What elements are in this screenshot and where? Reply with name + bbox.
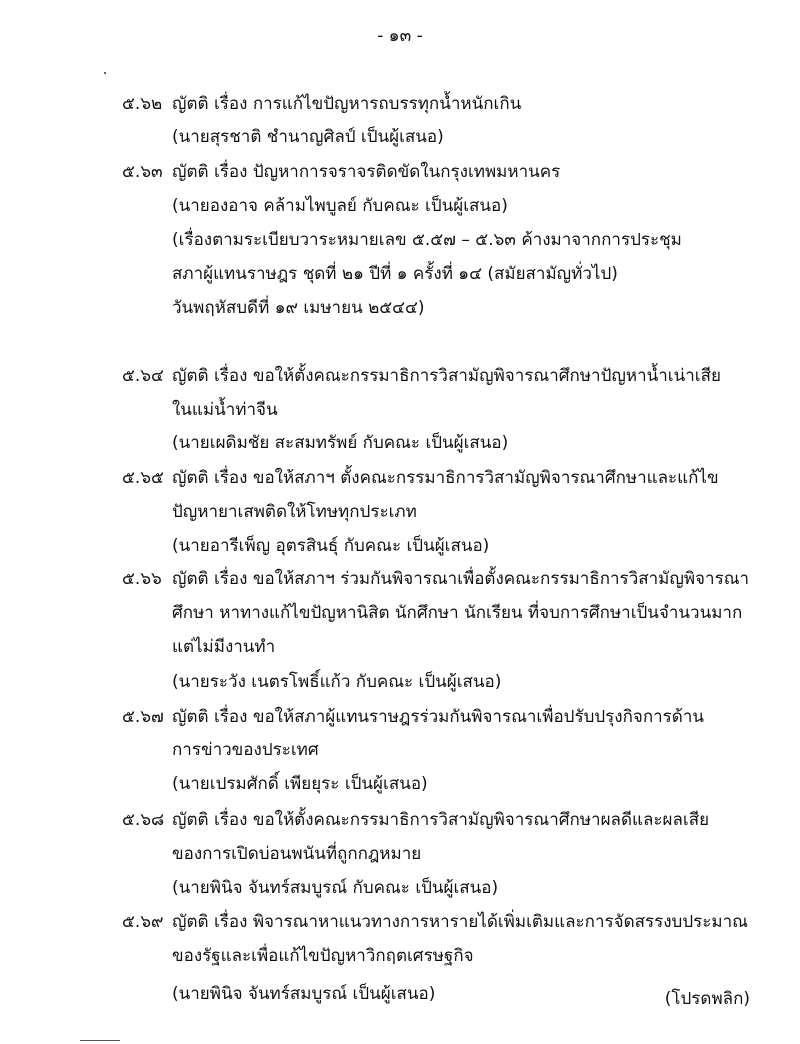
agenda-line: ศึกษา หาทางแก้ไขปัญหานิสิต นักศึกษา นักเรียน ที่จบการศึกษาเป็นจำนวนมาก [172, 603, 743, 623]
agenda-line: (นายพินิจ จันทร์สมบูรณ์ เป็นผู้เสนอ) [172, 984, 436, 1004]
agenda-line: ในแม่น้ำท่าจีน [172, 400, 278, 420]
agenda-line: การข่าวของประเทศ [172, 740, 319, 760]
agenda-number: ๕.๖๙ [122, 912, 164, 932]
agenda-number: ๕.๖๗ [122, 707, 164, 727]
agenda-line: สภาผู้แทนราษฎร ชุดที่ ๒๑ ปีที่ ๑ ครั้งที่ ๑๔ (สมัยสามัญทั่วไป) [172, 264, 618, 284]
agenda-title: ญัตติ เรื่อง การแก้ไขปัญหารถบรรทุกน้ำหนักเกิน [172, 94, 522, 114]
agenda-line: (นายพินิจ จันทร์สมบูรณ์ กับคณะ เป็นผู้เสนอ) [172, 878, 499, 898]
agenda-title: ญัตติ เรื่อง พิจารณาหาแนวทางการหารายได้เพิ่มเติมและการจัดสรรงบประมาณ [172, 912, 748, 932]
agenda-line: (นายเปรมศักดิ์ เพียยุระ เป็นผู้เสนอ) [172, 774, 428, 794]
agenda-title: ญัตติ เรื่อง ขอให้สภาผู้แทนราษฎรร่วมกันพิจารณาเพื่อปรับปรุงกิจการด้าน [172, 707, 705, 727]
agenda-title: ญัตติ เรื่อง ขอให้สภาฯ ร่วมกันพิจารณาเพื่อตั้งคณะกรรมาธิการวิสามัญพิจารณา [172, 569, 750, 589]
agenda-line: (นายองอาจ คล้ามไพบูลย์ กับคณะ เป็นผู้เสนอ) [172, 196, 508, 216]
please-turn-over-note: (โปรดพลิก) [664, 989, 750, 1009]
agenda-line: (นายสุรชาติ ชำนาญศิลป์ เป็นผู้เสนอ) [172, 127, 444, 147]
agenda-line: (นายอารีเพ็ญ อุตรสินธุ์ กับคณะ เป็นผู้เสนอ) [172, 536, 490, 556]
agenda-number: ๕.๖๖ [122, 569, 162, 589]
agenda-line: ของการเปิดบ่อนพนันที่ถูกกฎหมาย [172, 844, 422, 864]
agenda-title: ญัตติ เรื่อง ปัญหาการจราจรติดขัดในกรุงเทพมหานคร [172, 162, 561, 182]
scan-speck [104, 72, 106, 74]
agenda-line: แต่ไม่มีงานทำ [172, 637, 276, 657]
agenda-line: (นายเผดิมชัย สะสมทรัพย์ กับคณะ เป็นผู้เสนอ) [172, 433, 509, 453]
agenda-line: ของรัฐและเพื่อแก้ไขปัญหาวิกฤตเศรษฐกิจ [172, 946, 474, 966]
agenda-line: วันพฤหัสบดีที่ ๑๙ เมษายน ๒๕๔๔) [172, 298, 425, 318]
agenda-number: ๕.๖๕ [122, 468, 164, 488]
agenda-line: (เรื่องตามระเบียบวาระหมายเลข ๕.๕๗ – ๕.๖๓ ค้างมาจากการประชุม [172, 230, 682, 250]
agenda-number: ๕.๖๔ [122, 366, 164, 386]
agenda-number: ๕.๖๘ [122, 810, 165, 830]
agenda-title: ญัตติ เรื่อง ขอให้ตั้งคณะกรรมาธิการวิสามัญพิจารณาศึกษาผลดีและผลเสีย [172, 810, 710, 830]
agenda-line: ปัญหายาเสพติดให้โทษทุกประเภท [172, 502, 417, 522]
agenda-title: ญัตติ เรื่อง ขอให้ตั้งคณะกรรมาธิการวิสามัญพิจารณาศึกษาปัญหาน้ำเน่าเสีย [172, 366, 721, 386]
agenda-number: ๕.๖๒ [122, 94, 163, 114]
agenda-number: ๕.๖๓ [122, 162, 163, 182]
scan-edge-mark [80, 1040, 120, 1041]
agenda-line: (นายระวัง เนตรโพธิ์แก้ว กับคณะ เป็นผู้เสนอ) [172, 672, 502, 692]
page-number: - ๑๓ - [377, 26, 423, 46]
agenda-title: ญัตติ เรื่อง ขอให้สภาฯ ตั้งคณะกรรมาธิการวิสามัญพิจารณาศึกษาและแก้ไข [172, 468, 719, 488]
